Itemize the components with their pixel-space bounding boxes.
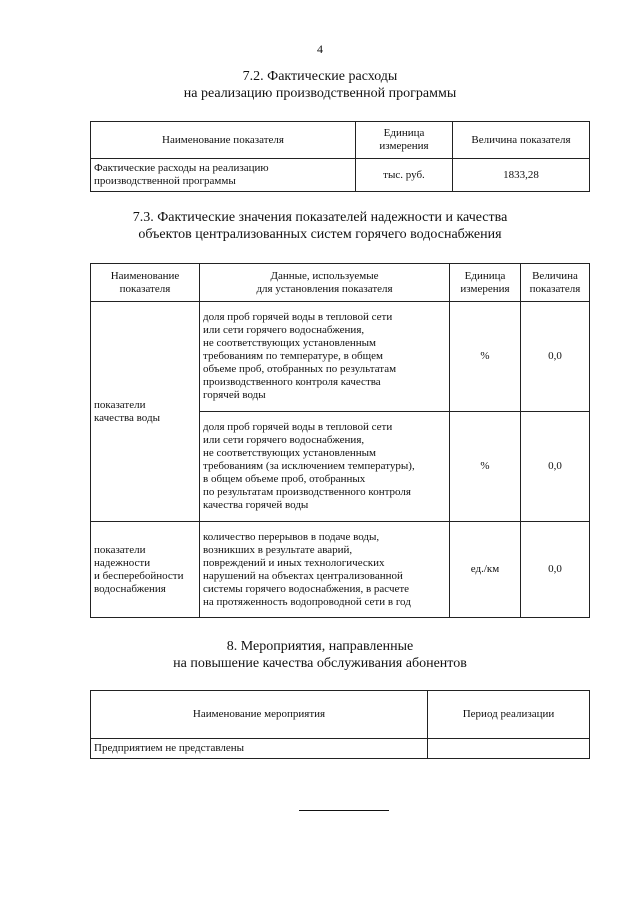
reliability-quality-table	[90, 263, 590, 618]
unit-cell: ед./км	[450, 522, 521, 618]
value-cell: 0,0	[521, 412, 590, 522]
table-row	[91, 302, 590, 412]
period-cell	[428, 739, 590, 759]
actual-expenses-table	[90, 121, 590, 192]
service-improvement-table	[90, 690, 590, 759]
data-used-cell: доля проб горячей воды в тепловой сети или сети горячего водоснабжения, не соответствующих установленным требованиям (за исключением температуры), в общем объеме проб, отобранных по результатам производственного контроля качества горячей воды	[200, 412, 450, 522]
expenses-unit-cell: тыс. руб.	[356, 159, 453, 192]
page-number: 4	[317, 42, 323, 56]
unit-cell: %	[450, 412, 521, 522]
unit-cell: %	[450, 302, 521, 412]
table-row	[91, 522, 590, 618]
water-quality-group-cell: показатели качества воды	[91, 302, 200, 522]
data-used-cell: доля проб горячей воды в тепловой сети или сети горячего водоснабжения, не соответствующих установленным требованиям по температуре, в общем объеме проб, отобранных по результатам производственного контроля качества горячей воды	[200, 302, 450, 412]
expenses-value-cell: 1833,28	[453, 159, 590, 192]
section-7-3-title: 7.3. Фактические значения показателей надежности и качества объектов централизованных систем горячего водоснабжения	[132, 210, 508, 242]
section-7-2-title: 7.2. Фактические расходы на реализацию производственной программы	[183, 69, 457, 101]
header-data-used: Данные, используемые для установления показателя	[200, 264, 450, 302]
header-indicator-name: Наименование показателя	[91, 122, 356, 159]
measure-name-cell: Предприятием не представлены	[91, 739, 428, 759]
value-cell: 0,0	[521, 522, 590, 618]
header-unit: Единица измерения	[450, 264, 521, 302]
header-unit: Единица измерения	[356, 122, 453, 159]
value-cell: 0,0	[521, 302, 590, 412]
reliability-group-cell: показатели надежности и бесперебойности водоснабжения	[91, 522, 200, 618]
header-indicator-name: Наименование показателя	[91, 264, 200, 302]
data-used-cell: количество перерывов в подаче воды, возникших в результате аварий, повреждений и иных технологических нарушений на объектах централизованной системы горячего водоснабжения, в расчете на протяженность водопроводной сети в год	[200, 522, 450, 618]
section-8-title: 8. Мероприятия, направленные на повышение качества обслуживания абонентов	[173, 639, 467, 671]
header-measure-name: Наименование мероприятия	[91, 691, 428, 739]
header-value: Величина показателя	[521, 264, 590, 302]
expenses-name-cell: Фактические расходы на реализацию производственной программы	[91, 159, 356, 192]
header-value: Величина показателя	[453, 122, 590, 159]
header-period: Период реализации	[428, 691, 590, 739]
end-divider	[299, 810, 389, 811]
